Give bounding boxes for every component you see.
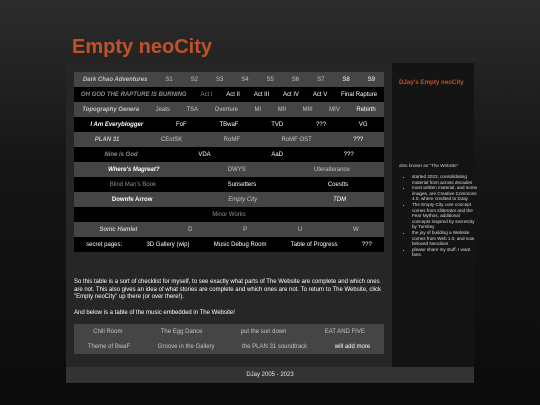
link-act-iv[interactable]: Act IV — [283, 91, 300, 98]
link-act-iii[interactable]: Act III — [253, 91, 270, 98]
link-tsa[interactable]: TSA — [186, 106, 199, 113]
table-row — [74, 192, 384, 207]
site-title[interactable]: Empty neoCity — [72, 36, 213, 58]
link-miv[interactable]: MIV — [329, 106, 340, 113]
link-coestts[interactable]: Coestts — [327, 181, 349, 188]
link-p[interactable]: P — [243, 226, 248, 233]
link-s6[interactable]: S6 — [291, 76, 300, 83]
link-s3[interactable]: S3 — [215, 76, 224, 83]
link-act-i[interactable]: Act I — [200, 91, 213, 98]
sidebar-title: DJay's Empty neoCity — [399, 79, 464, 86]
link-dwys[interactable]: DWYS — [227, 166, 246, 173]
link-cell[interactable]: ??? — [353, 136, 364, 143]
table-row — [74, 87, 384, 102]
link-act-v[interactable]: Act V — [312, 91, 328, 98]
link-sunsetters[interactable]: Sunsetters — [227, 181, 257, 188]
link-3d-gallery-wip[interactable]: 3D Gallery (wip) — [146, 241, 190, 248]
list-item: • most written material, and some images, are Creative Commons 4.0, where credited to DJay — [412, 185, 478, 202]
table-row — [74, 147, 384, 162]
progress-table — [74, 72, 384, 252]
link-ceotsk[interactable]: CEotSK — [160, 136, 183, 143]
link-the-plan-31-soundtrack[interactable]: the PLAN 31 soundtrack — [242, 343, 308, 350]
link-aad[interactable]: AaD — [271, 151, 283, 158]
link-minor-works[interactable]: Minor Works — [212, 211, 246, 218]
table-row — [74, 177, 384, 192]
link-theme-of-bwaf[interactable]: Theme of BwaF — [87, 343, 131, 350]
link-overture[interactable]: Overture — [214, 106, 239, 113]
list-item: • please share my stuff. I want fans. — [412, 247, 478, 258]
link-final-rapture[interactable]: Final Rapture — [341, 91, 378, 98]
link-the-egg-dance[interactable]: The Egg Dance — [160, 328, 203, 335]
music-intro-text: And below is a table of the music embedded in The Website! — [74, 310, 235, 316]
link-s1[interactable]: S1 — [165, 76, 173, 83]
link-s5[interactable]: S5 — [266, 76, 274, 83]
link-cell[interactable]: ??? — [316, 121, 327, 128]
link-downfe-arrow[interactable]: Downfe Arrow — [111, 196, 153, 203]
link-topography-genera[interactable]: Topography Genera — [82, 106, 140, 113]
link-d[interactable]: D — [188, 226, 193, 233]
link-nine-is-god[interactable]: Nine is God — [104, 151, 138, 158]
list-item: • the joy of building a Website comes from Web 1.0, and now beloved Neocities — [412, 230, 478, 247]
link-oh-god-the-rapture-is-burning[interactable]: OH GOD THE RAPTURE IS BURNING — [80, 91, 187, 98]
link-s7[interactable]: S7 — [317, 76, 325, 83]
list-item: • started 2023, consolidating material from across decades — [412, 174, 478, 185]
link-vda[interactable]: VDA — [198, 151, 211, 158]
table-row — [74, 117, 384, 132]
link-w[interactable]: W — [352, 226, 359, 233]
link-s2[interactable]: S2 — [190, 76, 198, 83]
link-mi[interactable]: MI — [254, 106, 262, 113]
link-cell[interactable]: ??? — [343, 151, 354, 158]
link-rebirth[interactable]: Rebirth — [356, 106, 376, 113]
table-row — [74, 324, 384, 339]
link-plan-31[interactable]: PLAN 31 — [94, 136, 120, 143]
link-put-the-sun-down[interactable]: put the sun down — [240, 328, 287, 335]
link-dark-chao-adventures[interactable]: Dark Chao Adventures — [82, 76, 148, 83]
link-tdm[interactable]: TDM — [333, 196, 347, 203]
link-romf-ost[interactable]: RoMF OST — [281, 136, 312, 143]
link-u[interactable]: U — [297, 226, 303, 233]
link-uteralterance[interactable]: Uteralterance — [313, 166, 350, 173]
table-row — [74, 222, 384, 237]
link-will-add-more[interactable]: will add more — [334, 343, 371, 350]
music-table — [74, 324, 384, 354]
link-romf[interactable]: RoMF — [223, 136, 240, 143]
sidebar — [392, 63, 478, 367]
link-cell[interactable]: ??? — [361, 241, 372, 248]
link-eat-and-five[interactable]: EAT AND FIVE — [324, 328, 365, 335]
link-groove-in-the-gallery[interactable]: Groove in the Gallery — [157, 343, 215, 350]
link-s9[interactable]: S9 — [367, 76, 375, 83]
footer — [66, 367, 474, 383]
sidebar-aka: also known as "The Website" — [399, 163, 459, 168]
link-blind-man-s-book[interactable]: Blind Man's Book — [109, 181, 156, 188]
table-row — [74, 207, 384, 222]
table-row — [74, 132, 384, 147]
link-fof[interactable]: FoF — [175, 121, 187, 128]
link-sonic-hamlet[interactable]: Sonic Hamlet — [99, 226, 138, 233]
list-item: • The Empty City core concept comes from slitterator and the Fear Mythos, additional concepts inspired by secretcity by Turnkey — [412, 202, 478, 230]
link-where-s-magreat[interactable]: Where's Magreat? — [108, 166, 160, 173]
link-vg[interactable]: VG — [358, 121, 368, 128]
sidebar-notes — [402, 174, 478, 258]
link-tbwaf[interactable]: TBwaF — [219, 121, 239, 128]
table-row — [74, 102, 384, 117]
link-act-ii[interactable]: Act II — [226, 91, 240, 98]
link-s8[interactable]: S8 — [342, 76, 350, 83]
link-music-debug-room[interactable]: Music Debug Room — [213, 241, 267, 248]
link-i-am-everyblogger[interactable]: I Am Everyblogger — [90, 121, 144, 128]
link-tvd[interactable]: TVD — [271, 121, 284, 128]
link-chill-room[interactable]: Chill Room — [93, 328, 123, 335]
main-content — [66, 63, 392, 367]
table-row — [74, 72, 384, 87]
link-miii[interactable]: MIII — [302, 106, 313, 113]
link-table-of-progress[interactable]: Table of Progress — [290, 241, 338, 248]
link-secret-pages[interactable]: secret pages: — [86, 241, 123, 248]
table-row — [74, 339, 384, 354]
description-text: So this table is a sort of checklist for myself, to see exactly what parts of The Website are complete and which ones are not. This also gives an idea of what stories are complete and which ones are not. To return to The Website, click "Empty neoCity" up there (or over there!). — [74, 279, 382, 300]
link-mii[interactable]: MII — [277, 106, 287, 113]
link-empty-city[interactable]: Empty City — [228, 196, 258, 203]
table-row — [74, 237, 384, 252]
footer-text: DJay 2005 - 2023 — [246, 372, 294, 378]
link-s4[interactable]: S4 — [241, 76, 249, 83]
link-jeats[interactable]: Jeats — [155, 106, 170, 113]
table-row — [74, 162, 384, 177]
